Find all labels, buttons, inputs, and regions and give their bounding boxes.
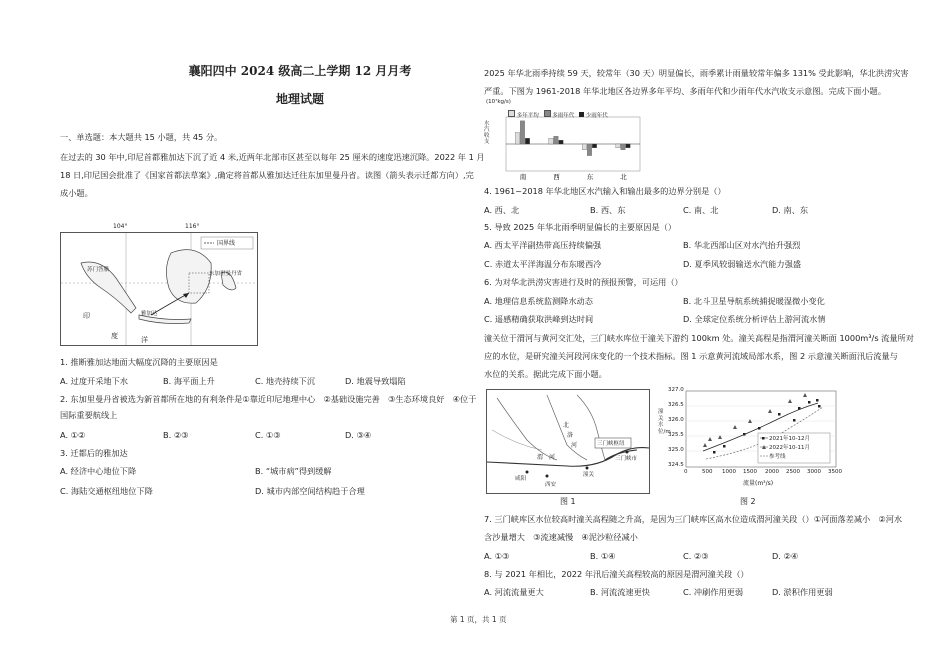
category-label-西: 西: [553, 173, 560, 181]
q8-option-a[interactable]: A. 河流流量更大: [484, 587, 544, 597]
q4-option-d[interactable]: D. 南、东: [772, 205, 809, 215]
tongguan-label: 潼关: [583, 472, 595, 478]
page-footer: 第 1 页，共 1 页: [450, 615, 507, 624]
q7-option-a[interactable]: A. ①③: [484, 551, 510, 561]
ocean-label-c: 洋: [141, 336, 148, 344]
legend-label-3: 少雨年代: [585, 113, 608, 119]
q3-stem: 3. 迁都后的雅加达: [60, 448, 128, 458]
chart2-ytick-4: 325.0: [668, 447, 684, 453]
q8-option-c[interactable]: C. 冲刷作用更弱: [683, 587, 744, 597]
bar-西-多雨年代: [554, 136, 558, 144]
beiluo-label-1: 北: [563, 422, 570, 429]
q1-option-c[interactable]: C. 地壳持续下沉: [255, 376, 316, 386]
passage-2-line-1: 2025 年华北雨季持续 59 天，较常年（30 天）明显偏长，雨季累计雨量较常年偏多 131% 受此影响，华北洪涝灾害: [484, 68, 909, 78]
chart2-legend-2: 2022年10-11月: [769, 445, 810, 451]
q1-option-a[interactable]: A. 过度开采地下水: [60, 376, 128, 386]
east-kalimantan-label: 东加里曼丹省: [209, 271, 243, 277]
chart-unit-label: (10⁷kg/s): [486, 99, 511, 105]
bar-东-少雨年代: [592, 144, 596, 148]
chart2-ytick-0: 327.0: [668, 387, 684, 393]
q6-stem: 6. 为对华北洪涝灾害进行及时的预报预警，可运用（）: [484, 277, 683, 287]
q7-stem-cont: 含沙量增大 ③流速减慢 ④泥沙粒径减小: [484, 532, 638, 542]
q3-option-c[interactable]: C. 海陆交通枢纽地位下降: [60, 486, 153, 496]
beiluo-label-2: 洛: [567, 432, 574, 439]
bar-北-多雨年代: [621, 144, 625, 150]
q7-option-c[interactable]: C. ②③: [683, 551, 709, 561]
q6-option-c[interactable]: C. 遥感精确获取洪峰到达时间: [484, 314, 594, 324]
q4-option-c[interactable]: C. 南、北: [683, 205, 719, 215]
chart2-xlabel: 流量(m³/s): [743, 480, 774, 487]
ocean-label-b: 度: [111, 332, 118, 340]
legend-swatch-3: [579, 112, 584, 117]
chart2-ytick-3: 325.5: [668, 432, 684, 438]
q2-option-b[interactable]: B. ②③: [163, 430, 189, 440]
vapor-budget-chart: [484, 99, 644, 181]
ocean-label-a: 印: [83, 312, 90, 320]
q6-option-d[interactable]: D. 全球定位系统分析评估上游河流水情: [683, 314, 826, 324]
indonesia-map: [60, 223, 258, 346]
q5-option-d[interactable]: D. 夏季风较弱输送水汽能力强盛: [683, 259, 801, 269]
q4-stem: 4. 1961~2018 年华北地区水汽输入和输出最多的边界分别是（）: [484, 186, 726, 196]
chart2-ytick-1: 326.5: [668, 402, 684, 408]
xian-label: 西安: [545, 482, 557, 488]
q8-stem: 8. 与 2021 年相比，2022 年汛后潼关高程较高的原因是渭河潼关段（）: [484, 569, 749, 579]
passage-3-line-1: 潼关位于渭河与黄河交汇处，三门峡水库位于潼关下游约 100km 处。潼关高程是指渭河潼关断面 1000m³/s 流量所对: [484, 333, 914, 343]
q1-stem: 1. 推断雅加达地面大幅度沉降的主要原因是: [60, 357, 218, 367]
yellow-river-map: [486, 389, 650, 494]
figure-2-caption: 图 2: [740, 497, 756, 506]
category-label-东: 东: [586, 173, 594, 181]
q3-option-a[interactable]: A. 经济中心地位下降: [60, 466, 137, 476]
q5-stem: 5. 导致 2025 年华北雨季明显偏长的主要原因是（）: [484, 222, 677, 232]
section-heading: 一、单选题：本大题共 15 小题，共 45 分。: [60, 132, 223, 142]
q2-option-a[interactable]: A. ①②: [60, 430, 86, 440]
bar-西-少雨年代: [559, 140, 563, 144]
q8-option-d[interactable]: D. 淤积作用更弱: [772, 587, 833, 597]
lon-104-label: 104°: [113, 223, 128, 230]
passage-1-line-1: 在过去的 30 年中,印尼首都雅加达下沉了近 4 米,近两年北部市区甚至以每年 25 厘米的速度迅速沉降。2022 年 1 月: [60, 152, 485, 162]
chart2-legend-3: 参考线: [769, 454, 786, 460]
q5-option-a[interactable]: A. 西太平洋副热带高压持续偏强: [484, 240, 602, 250]
exam-subtitle: 地理试题: [275, 92, 324, 106]
q1-option-d[interactable]: D. 地震导致塌陷: [345, 376, 406, 386]
q8-option-b[interactable]: B. 河流流速更快: [590, 587, 650, 597]
chart2-xtick-5: 2500: [786, 469, 800, 475]
chart-legend: [508, 110, 608, 119]
lon-116-label: 116°: [185, 223, 200, 230]
q2-stem: 2. 东加里曼丹省被选为新首都所在地的有利条件是①靠近印尼地理中心 ②基础设施完善 ③生态环境良好 ④位于: [60, 394, 477, 404]
q4-option-b[interactable]: B. 西、东: [590, 205, 626, 215]
chart2-ytick-5: 324.5: [668, 462, 684, 468]
xianyang-label: 咸阳: [515, 476, 527, 482]
figure-1-caption: 图 1: [560, 497, 576, 506]
bar-南-多年平均: [515, 132, 519, 144]
passage-2-line-2: 严重。下图为 1961-2018 年华北地区各边界多年平均、多雨年代和少雨年代水汽收支示意图。完成下面小题。: [484, 86, 886, 96]
q3-option-d[interactable]: D. 城市内部空间结构趋于合理: [255, 486, 365, 496]
legend-swatch-2: [544, 110, 551, 117]
q4-option-a[interactable]: A. 西、北: [484, 205, 520, 215]
q3-option-b[interactable]: B. “城市病”得到缓解: [255, 466, 332, 476]
sanmenxia-hub-label: 三门峡枢纽: [597, 441, 625, 447]
legend-label-2: 多雨年代: [552, 113, 575, 119]
category-label-北: 北: [620, 173, 627, 181]
stage-discharge-chart: [658, 389, 843, 489]
bar-东-多年平均: [582, 144, 586, 150]
passage-1-line-3: 成小题。: [60, 188, 93, 198]
chart2-xtick-0: 0: [684, 469, 688, 475]
chart2-xtick-4: 2000: [765, 469, 779, 475]
q5-option-c[interactable]: C. 赤道太平洋海温分布东暖西冷: [484, 259, 602, 269]
q7-option-d[interactable]: D. ②④: [772, 551, 799, 561]
bar-东-多雨年代: [587, 144, 591, 156]
bar-北-多年平均: [616, 144, 620, 148]
bar-南-少雨年代: [525, 138, 529, 144]
wei-river-label-1: 渭: [537, 454, 544, 461]
bar-南-多雨年代: [520, 121, 524, 144]
passage-1-line-2: 18 日,印尼国会批准了《国家首都法草案》,确定将首都从雅加达迁往东加里曼丹省。读图（箭头表示迁都方向）,完: [60, 170, 474, 180]
indonesia-map-drawing: [61, 233, 257, 345]
bar-北-少雨年代: [626, 144, 630, 148]
chart2-xtick-7: 3500: [828, 469, 842, 475]
q2-option-c[interactable]: C. ①③: [255, 430, 281, 440]
exam-title: 襄阳四中 2024 级高二上学期 12 月月考: [188, 64, 412, 78]
legend-border-label: 国界线: [217, 240, 236, 247]
chart2-xtick-6: 3000: [807, 469, 821, 475]
bar-西-多年平均: [549, 138, 553, 144]
legend-label-1: 多年平均: [516, 113, 539, 119]
sanmenxia-city-label: 三门峡市: [615, 456, 638, 462]
chart2-ytick-2: 326.0: [668, 417, 684, 423]
passage-3-line-2: 应的水位，是研究潼关河段河床变化的一个技术指标。图 1 示意黄河流域局部水系，图 2 示意潼关断面汛后流量与: [484, 351, 898, 361]
beiluo-label-3: 河: [571, 442, 578, 449]
q2-option-d[interactable]: D. ③④: [345, 430, 372, 440]
chart2-ylabel: 潼关水位/m: [658, 409, 671, 435]
q1-option-b[interactable]: B. 海平面上升: [163, 376, 215, 386]
q6-option-a[interactable]: A. 地理信息系统监测降水动态: [484, 296, 593, 306]
chart2-xtick-3: 1500: [743, 469, 757, 475]
wei-river-label-2: 河: [549, 454, 556, 461]
passage-3-line-3: 水位的关系。据此完成下面小题。: [484, 369, 607, 379]
q5-option-b[interactable]: B. 华北西部山区对水汽抬升强烈: [683, 240, 801, 250]
jakarta-label: 雅加达: [141, 311, 158, 317]
q2-stem-cont: 国际重要航线上: [60, 410, 118, 420]
legend-swatch-1: [508, 110, 515, 117]
sumatra-label: 苏门答腊: [87, 267, 110, 273]
chart2-legend-1: 2021年10-12月: [769, 436, 810, 442]
chart2-xtick-1: 500: [702, 469, 713, 475]
q6-option-b[interactable]: B. 北斗卫星导航系统捕捉暖湿微小变化: [683, 296, 825, 306]
chart-ylabel: 水汽收支: [484, 121, 490, 145]
q7-option-b[interactable]: B. ①④: [590, 551, 616, 561]
q7-stem: 7. 三门峡库区水位较高时潼关高程随之升高，是因为三门峡库区高水位造成渭河潼关段（）①河面落差减小 ②河水: [484, 514, 903, 524]
chart2-xtick-2: 1000: [722, 469, 736, 475]
category-label-南: 南: [519, 173, 527, 181]
